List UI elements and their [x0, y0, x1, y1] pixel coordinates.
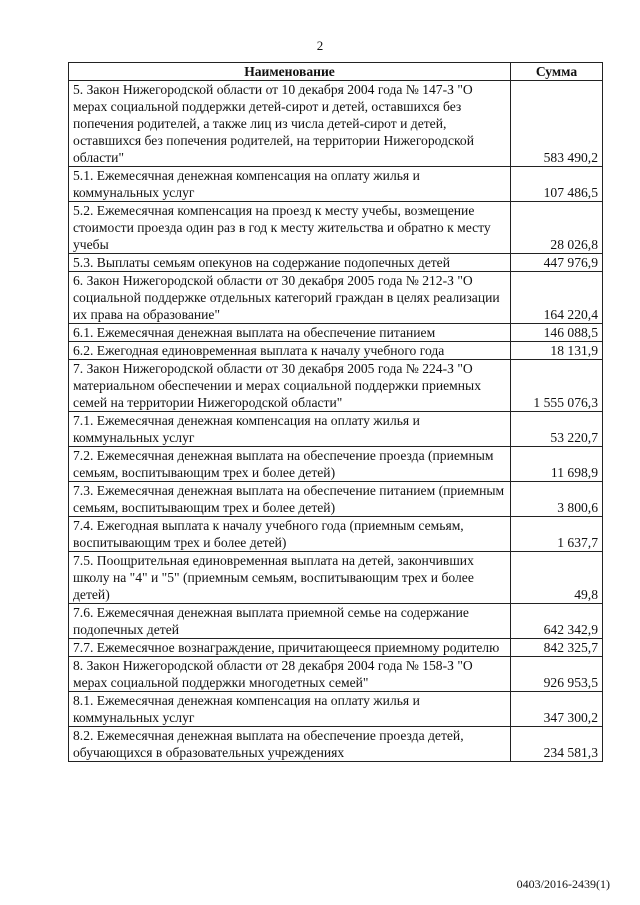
- row-sum: 583 490,2: [511, 81, 603, 167]
- row-sum: 49,8: [511, 552, 603, 604]
- row-name: 6.2. Ежегодная единовременная выплата к началу учебного года: [69, 342, 511, 360]
- table-row: [69, 412, 603, 447]
- table-row: [69, 552, 603, 604]
- table-row: [69, 202, 603, 254]
- column-header-name: Наименование: [69, 63, 511, 81]
- row-sum: 28 026,8: [511, 202, 603, 254]
- row-sum: 842 325,7: [511, 639, 603, 657]
- table-row: [69, 324, 603, 342]
- table-row: [69, 360, 603, 412]
- table-row: [69, 639, 603, 657]
- table-row: [69, 81, 603, 167]
- row-sum: 447 976,9: [511, 254, 603, 272]
- table-row: [69, 254, 603, 272]
- row-sum: 107 486,5: [511, 167, 603, 202]
- table-row: [69, 604, 603, 639]
- row-name: 7.3. Ежемесячная денежная выплата на обеспечение питанием (приемным семьям, воспитывающим трех и более детей): [69, 482, 511, 517]
- table-row: [69, 517, 603, 552]
- row-name: 7. Закон Нижегородской области от 30 декабря 2005 года № 224-З "О материальном обеспечении и мерах социальной поддержки приемных семей на территории Нижегородской области": [69, 360, 511, 412]
- row-sum: 53 220,7: [511, 412, 603, 447]
- row-name: 5. Закон Нижегородской области от 10 декабря 2004 года № 147-З "О мерах социальной поддержки детей-сирот и детей, оставшихся без попечения родителей, а также лиц из числа детей-сирот и детей, оставшихся без попечения родителей, на территории Нижегородской области": [69, 81, 511, 167]
- row-sum: 11 698,9: [511, 447, 603, 482]
- row-sum: 164 220,4: [511, 272, 603, 324]
- document-code: 0403/2016-2439(1): [516, 877, 610, 891]
- row-name: 7.5. Поощрительная единовременная выплата на детей, закончивших школу на "4" и "5" (приемным семьям, воспитывающим трех и более детей): [69, 552, 511, 604]
- table-header-row: [69, 63, 603, 81]
- table-row: [69, 692, 603, 727]
- row-name: 5.2. Ежемесячная компенсация на проезд к месту учебы, возмещение стоимости проезда один раз в год к месту жительства и обратно к месту учебы: [69, 202, 511, 254]
- row-name: 8.2. Ежемесячная денежная выплата на обеспечение проезда детей, обучающихся в образовательных учреждениях: [69, 727, 511, 762]
- budget-table: [68, 62, 603, 762]
- page-number: 2: [316, 38, 324, 53]
- column-header-sum: Сумма: [511, 63, 603, 81]
- row-name: 7.4. Ежегодная выплата к началу учебного года (приемным семьям, воспитывающим трех и более детей): [69, 517, 511, 552]
- row-name: 6.1. Ежемесячная денежная выплата на обеспечение питанием: [69, 324, 511, 342]
- row-sum: 926 953,5: [511, 657, 603, 692]
- row-sum: 642 342,9: [511, 604, 603, 639]
- row-name: 7.6. Ежемесячная денежная выплата приемной семье на содержание подопечных детей: [69, 604, 511, 639]
- table-row: [69, 482, 603, 517]
- table-row: [69, 167, 603, 202]
- row-sum: 234 581,3: [511, 727, 603, 762]
- row-sum: 1 555 076,3: [511, 360, 603, 412]
- row-name: 7.2. Ежемесячная денежная выплата на обеспечение проезда (приемным семьям, воспитывающим трех и более детей): [69, 447, 511, 482]
- row-sum: 3 800,6: [511, 482, 603, 517]
- row-name: 8. Закон Нижегородской области от 28 декабря 2004 года № 158-З "О мерах социальной поддержки многодетных семей": [69, 657, 511, 692]
- row-sum: 146 088,5: [511, 324, 603, 342]
- row-name: 5.1. Ежемесячная денежная компенсация на оплату жилья и коммунальных услуг: [69, 167, 511, 202]
- table-row: [69, 657, 603, 692]
- row-name: 6. Закон Нижегородской области от 30 декабря 2005 года № 212-З "О социальной поддержке отдельных категорий граждан в целях реализации их права на образование": [69, 272, 511, 324]
- row-name: 8.1. Ежемесячная денежная компенсация на оплату жилья и коммунальных услуг: [69, 692, 511, 727]
- row-sum: 18 131,9: [511, 342, 603, 360]
- row-name: 7.1. Ежемесячная денежная компенсация на оплату жилья и коммунальных услуг: [69, 412, 511, 447]
- row-sum: 1 637,7: [511, 517, 603, 552]
- table-row: [69, 727, 603, 762]
- row-sum: 347 300,2: [511, 692, 603, 727]
- row-name: 7.7. Ежемесячное вознаграждение, причитающееся приемному родителю: [69, 639, 511, 657]
- row-name: 5.3. Выплаты семьям опекунов на содержание подопечных детей: [69, 254, 511, 272]
- table-row: [69, 342, 603, 360]
- table-row: [69, 447, 603, 482]
- table-row: [69, 272, 603, 324]
